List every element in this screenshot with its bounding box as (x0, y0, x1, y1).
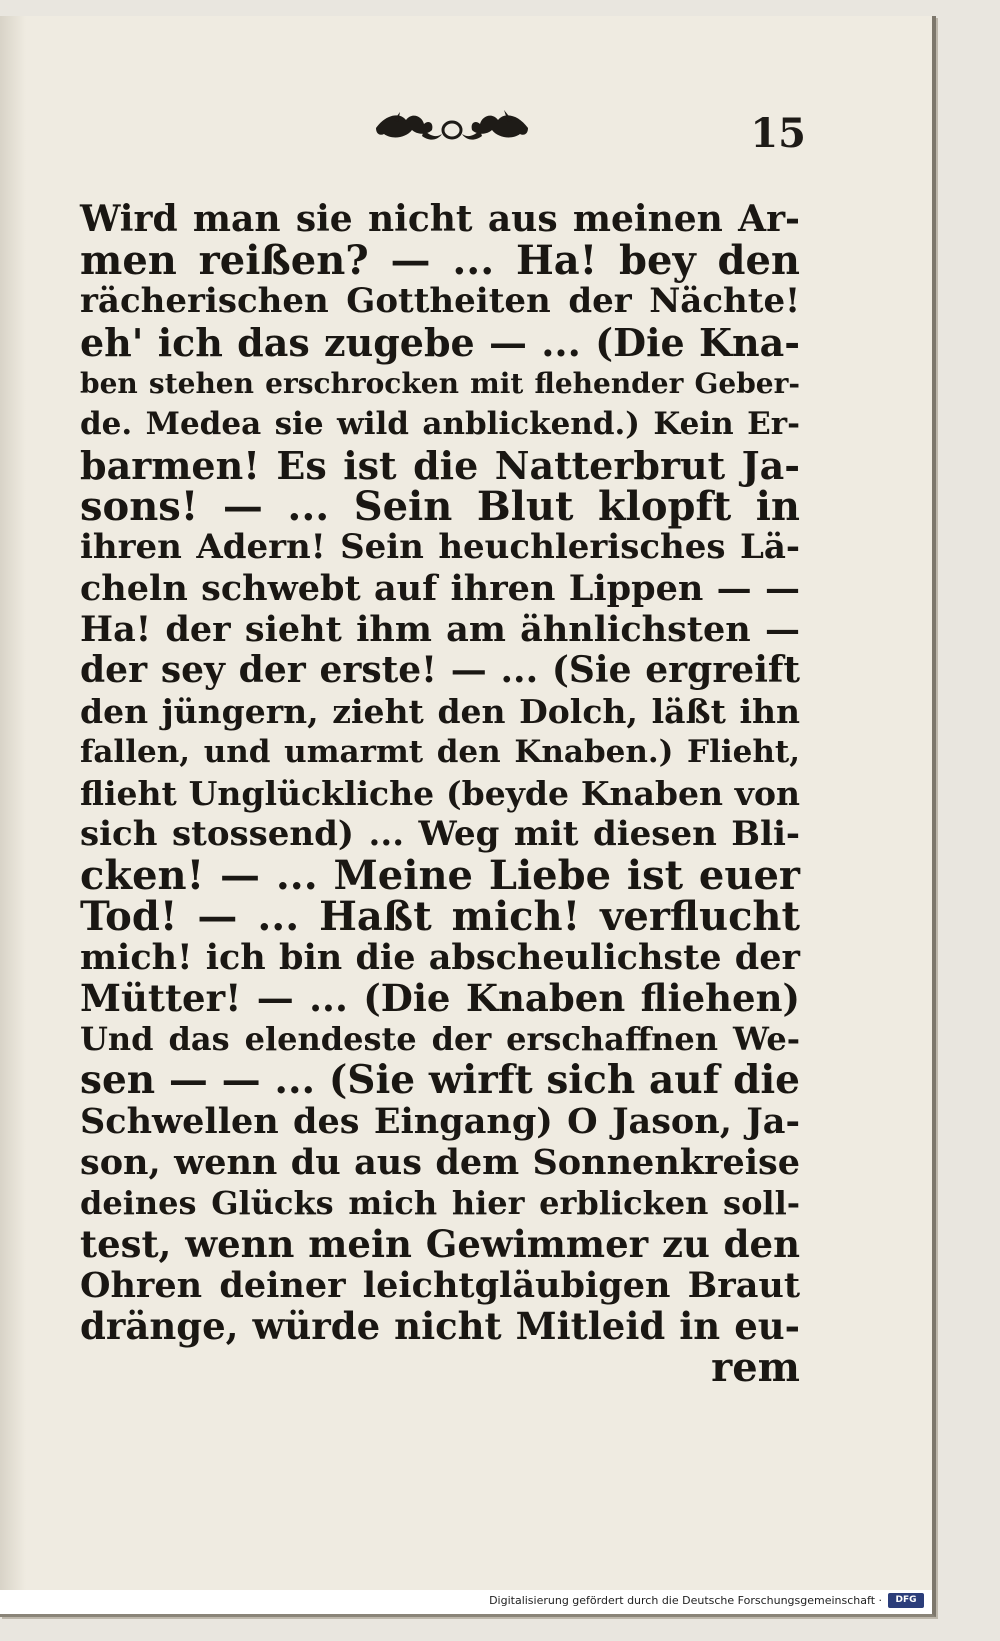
page-number: 15 (750, 110, 806, 157)
text-line: barmen! Es ist die Natterbrut Ja- (80, 443, 800, 488)
text-line: dränge, würde nicht Mitleid in eu- (80, 1304, 800, 1348)
text-line: Schwellen des Eingang) O Jason, Ja- (80, 1101, 800, 1142)
text-line: ihren Adern! Sein heuchlerisches Lä- (80, 527, 800, 567)
floral-ornament-icon (372, 106, 532, 150)
text-line: rem (711, 1344, 800, 1391)
text-line: Tod! — ... Haßt mich! verflucht (80, 893, 800, 940)
digitization-footer (0, 1590, 932, 1614)
text-line: Ohren deiner leichtgläubigen Braut (80, 1265, 800, 1306)
text-line: Ha! der sieht ihm am ähnlichsten — (80, 609, 800, 650)
text-line: eh' ich das zugebe — ... (Die Kna- (80, 320, 800, 365)
footer-credit: Digitalisierung gefördert durch die Deutsche Forschungsgemeinschaft · (489, 1594, 882, 1607)
text-line: de. Medea sie wild anblickend.) Kein Er- (80, 406, 800, 442)
text-line: deines Glücks mich hier erblicken soll- (80, 1184, 800, 1222)
text-line: Und das elendeste der erschaffnen We- (80, 1020, 800, 1058)
book-page (0, 16, 936, 1617)
text-line: sich stossend) ... Weg mit diesen Bli- (80, 814, 800, 854)
text-line: der sey der erste! — ... (Sie ergreift (80, 649, 800, 691)
text-line: rächerischen Gottheiten der Nächte! (80, 281, 800, 321)
dfg-logo (888, 1593, 924, 1608)
text-line: cken! — ... Meine Liebe ist euer (80, 852, 800, 899)
text-line: mich! ich bin die abscheulichste der (80, 937, 800, 978)
text-line: sen — — ... (Sie wirft sich auf die (80, 1057, 800, 1103)
text-line: Wird man sie nicht aus meinen Ar- (80, 198, 800, 240)
text-line: men reißen? — ... Ha! bey den (80, 237, 800, 284)
text-line: sons! — ... Sein Blut klopft in (80, 483, 800, 530)
text-line: den jüngern, zieht den Dolch, läßt ihn (80, 692, 800, 731)
page-header (0, 100, 932, 160)
text-line: fallen, und umarmt den Knaben.) Flieht, (80, 734, 800, 770)
text-line: ben stehen erschrocken mit flehender Geber- (80, 367, 800, 400)
text-line: son, wenn du aus dem Sonnenkreise (80, 1142, 800, 1183)
text-line: cheln schwebt auf ihren Lippen — — (80, 568, 800, 609)
text-line: flieht Unglückliche (beyde Knaben von (80, 774, 800, 813)
dfg-logo-text: DFG (895, 1595, 917, 1605)
text-line: test, wenn mein Gewimmer zu den (80, 1222, 800, 1266)
body-text (80, 198, 800, 1391)
text-line: Mütter! — ... (Die Knaben fliehen) (80, 976, 800, 1020)
